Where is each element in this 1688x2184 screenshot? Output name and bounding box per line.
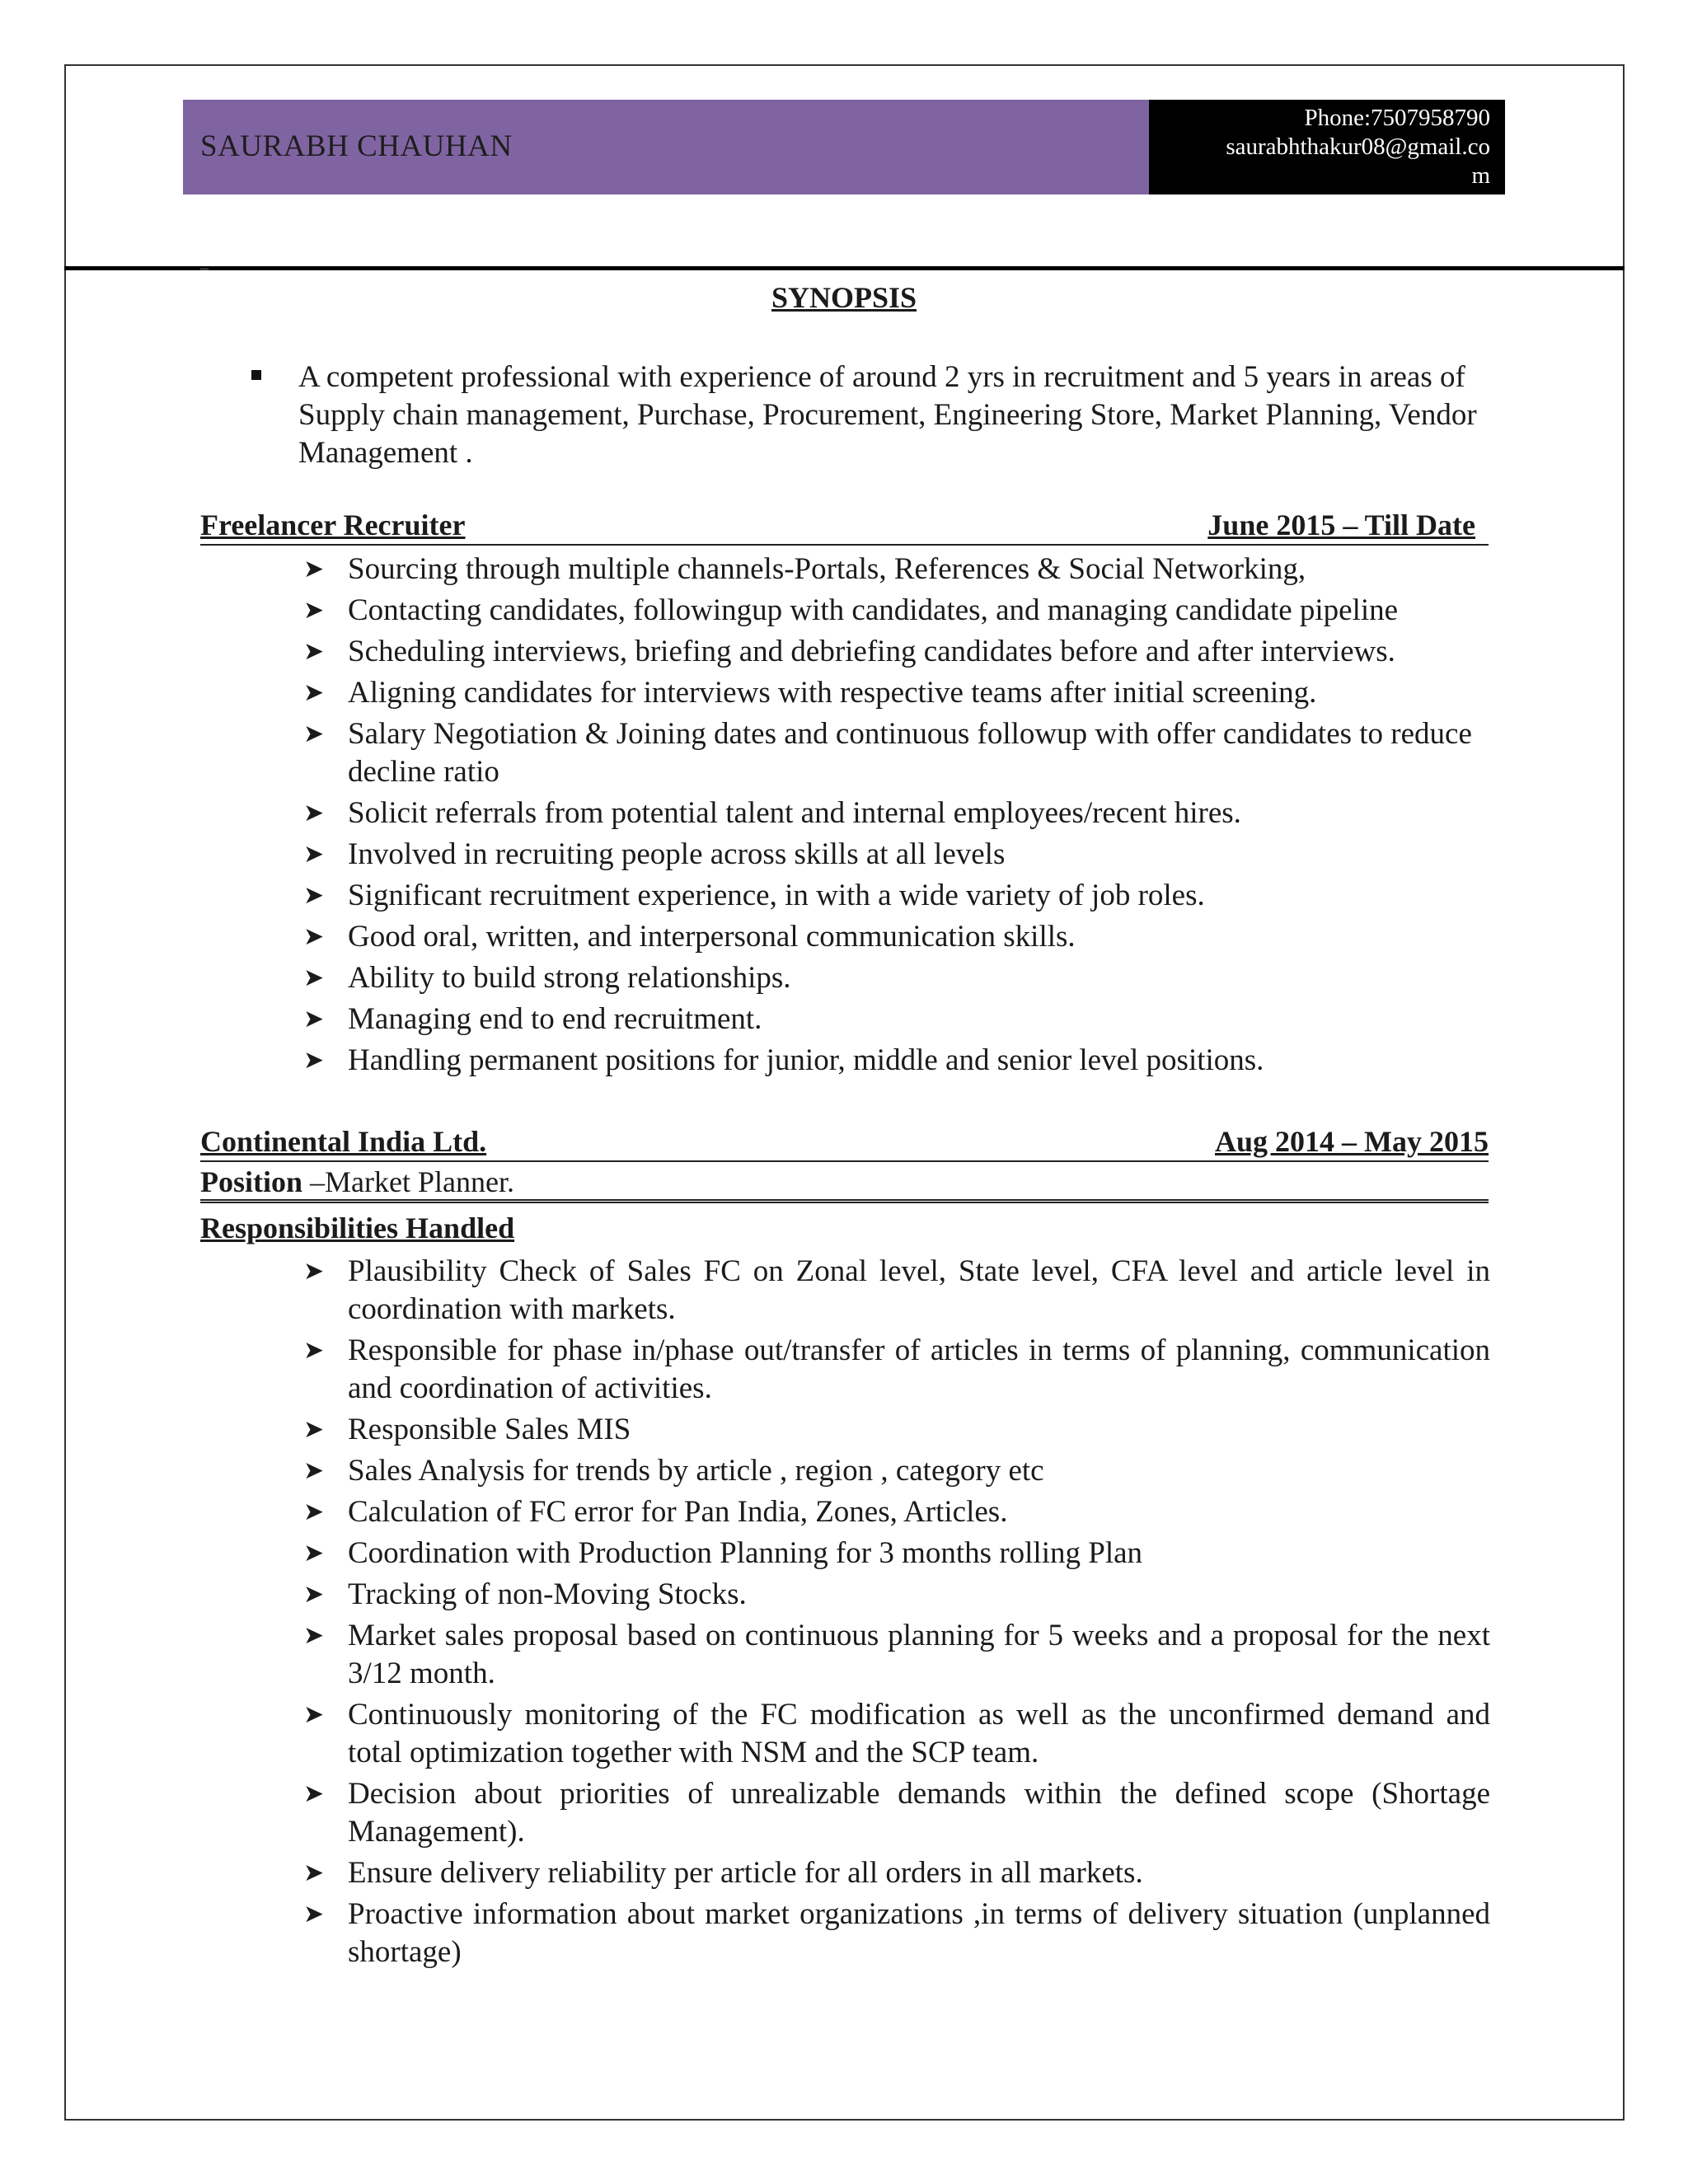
list-item [303,715,1490,791]
phone-number: Phone:7507958790 [1304,105,1490,131]
position-line [200,1165,1489,1203]
list-item [303,633,1490,671]
list-item-text: Managing end to end recruitment. [348,1002,762,1036]
list-item-text: Ensure delivery reliability per article for all orders in all markets. [348,1856,1143,1890]
list-item [303,836,1490,874]
divider-dash [200,268,209,270]
list-item [303,1535,1490,1572]
list-item-text: Significant recruitment experience, in with a wide variety of job roles. [348,879,1205,912]
arrow-bullet-icon: ➤ [303,1046,325,1075]
list-item [303,918,1490,956]
arrow-bullet-icon: ➤ [303,1621,325,1650]
arrow-bullet-icon: ➤ [303,1497,325,1526]
list-item-text: Sales Analysis for trends by article , region , category etc [348,1454,1044,1488]
list-item [303,1854,1490,1892]
list-item [303,1253,1490,1329]
square-bullet-icon [251,370,261,380]
arrow-bullet-icon: ➤ [303,922,325,951]
arrow-bullet-icon: ➤ [303,678,325,707]
continental-dates: Aug 2014 – May 2015 [1215,1125,1489,1158]
freelancer-title: Freelancer Recruiter [200,509,466,541]
list-item-text: Solicit referrals from potential talent and internal employees/recent hires. [348,796,1241,830]
list-item [303,551,1490,588]
arrow-bullet-icon: ➤ [303,1415,325,1444]
list-item [303,877,1490,915]
arrow-bullet-icon: ➤ [303,555,325,583]
arrow-bullet-icon: ➤ [303,881,325,910]
list-item-text: Decision about priorities of unrealizable demands within the defined scope (Shortage Management). [348,1777,1490,1849]
continental-header [200,1124,1489,1162]
list-item [303,674,1490,712]
list-item [303,1493,1490,1531]
responsibilities-title: Responsibilities Handled [200,1212,515,1244]
list-item-text: Ability to build strong relationships. [348,961,791,995]
list-item-text: Contacting candidates, followingup with candidates, and managing candidate pipeline [348,593,1399,627]
list-item-text: Coordination with Production Planning for 3 months rolling Plan [348,1536,1143,1570]
list-item [303,1775,1490,1851]
list-item [303,1452,1490,1490]
list-item [303,1411,1490,1449]
list-item [303,1042,1490,1080]
list-item-text: Sourcing through multiple channels-Portals, References & Social Networking, [348,552,1306,586]
synopsis-title: SYNOPSIS [771,281,917,314]
list-item-text: Involved in recruiting people across skills at all levels [348,837,1006,871]
continental-list [303,1253,1490,1971]
contact-box [1149,100,1505,194]
arrow-bullet-icon: ➤ [303,1779,325,1808]
arrow-bullet-icon: ➤ [303,637,325,666]
freelancer-header [200,508,1489,546]
freelancer-list [303,551,1490,1080]
candidate-name: SAURABH CHAUHAN [200,129,513,163]
arrow-bullet-icon: ➤ [303,1900,325,1929]
arrow-bullet-icon: ➤ [303,596,325,625]
list-item-text: Good oral, written, and interpersonal communication skills. [348,920,1076,954]
list-item [303,1576,1490,1614]
continental-title: Continental India Ltd. [200,1125,487,1158]
list-item-text: Continuously monitoring of the FC modification as well as the unconfirmed demand and total optimization together with NSM and the SCP team. [348,1698,1490,1769]
arrow-bullet-icon: ➤ [303,1580,325,1609]
list-item-text: Tracking of non-Moving Stocks. [348,1577,747,1611]
arrow-bullet-icon: ➤ [303,963,325,992]
list-item-text: Scheduling interviews, briefing and debriefing candidates before and after interviews. [348,635,1395,668]
list-item-text: Responsible for phase in/phase out/transfer of articles in terms of planning, communication and coordination of activities. [348,1333,1490,1405]
email-line-1: saurabhthakur08@gmail.co [1226,134,1490,160]
list-item-text: Salary Negotiation & Joining dates and continuous followup with offer candidates to reduce decline ratio [348,717,1472,789]
position-value: –Market Planner. [302,1165,514,1198]
arrow-bullet-icon: ➤ [303,1858,325,1887]
list-item-text: Proactive information about market organizations ,in terms of delivery situation (unplanned shortage) [348,1897,1490,1969]
list-item-text: Aligning candidates for interviews with respective teams after initial screening. [348,676,1317,710]
arrow-bullet-icon: ➤ [303,1336,325,1365]
arrow-bullet-icon: ➤ [303,1005,325,1033]
list-item [303,1001,1490,1038]
list-item-text: Calculation of FC error for Pan India, Zones, Articles. [348,1495,1008,1529]
freelancer-dates: June 2015 – Till Date [1207,509,1475,541]
arrow-bullet-icon: ➤ [303,1257,325,1286]
position-label: Position [200,1165,303,1198]
arrow-bullet-icon: ➤ [303,1700,325,1729]
list-item-text: Market sales proposal based on continuous planning for 5 weeks and a proposal for the next 3/12 month. [348,1619,1490,1690]
email-line-2: m [1471,162,1490,189]
synopsis-text: A competent professional with experience of around 2 yrs in recruitment and 5 years in areas of Supply chain management, Purchase, Procurement, Engineering Store, Market Planning, Vendor Management . [298,360,1477,470]
arrow-bullet-icon: ➤ [303,719,325,748]
list-item-text: Responsible Sales MIS [348,1413,631,1446]
list-item [303,1896,1490,1971]
list-item [303,1617,1490,1693]
list-item-text: Plausibility Check of Sales FC on Zonal level, State level, CFA level and article level in coordination with markets. [348,1254,1490,1326]
list-item [303,592,1490,630]
list-item [303,959,1490,997]
arrow-bullet-icon: ➤ [303,840,325,869]
arrow-bullet-icon: ➤ [303,1539,325,1568]
list-item [303,1332,1490,1408]
arrow-bullet-icon: ➤ [303,799,325,827]
list-item [303,1696,1490,1772]
arrow-bullet-icon: ➤ [303,1456,325,1485]
list-item [303,794,1490,832]
list-item-text: Handling permanent positions for junior, middle and senior level positions. [348,1043,1264,1077]
header-divider [64,266,1625,270]
